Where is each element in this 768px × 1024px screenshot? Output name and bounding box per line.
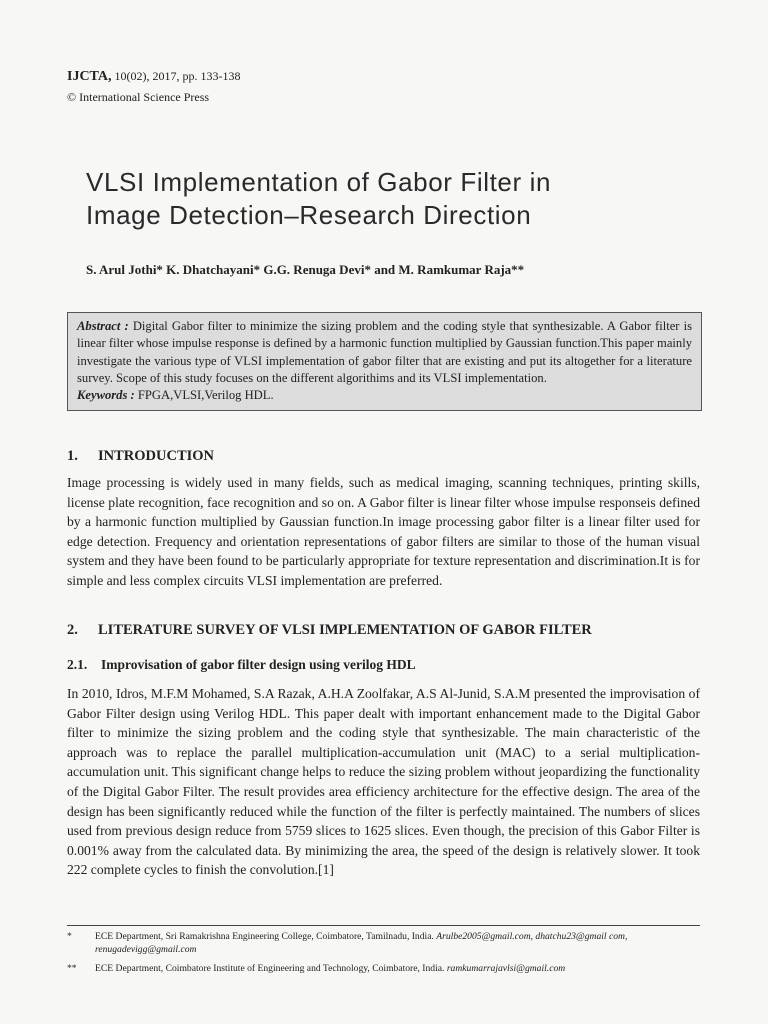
literature-paragraph: In 2010, Idros, M.F.M Mohamed, S.A Razak, A.H.A Zoolfakar, A.S Al-Junid, S.A.M presented the improvisation of Gabor Filter design using Verilog HDL. This paper dealt with important enhancement made to the Digital Gabor filter to minimize the sizing problem and the coding style that synthesizable. The main characteristic of the approach was to replace the parallel multiplication-accumulation unit (MAC) to a serial multiplication-accumulation unit. This significant change helps to reduce the sizing problem without jeopardizing the functionality of the Digital Gabor Filter. The result provides area efficiency architecture for the effective design. The area of the design has been significantly reduced while the function of the filter is perfectly maintained. The numbers of slices used from previous design reduce from 5759 slices to 1625 slices. Even though, the precision of this Gabor Filter is 0.001% away from the calculated data. By minimizing the area, the speed of the design is relatively slower. It took 222 complete cycles to finish the convolution.[1] [67,686,700,878]
footnote-affiliation: ECE Department, Coimbatore Institute of Engineering and Technology, Coimbatore, India. [95,963,445,974]
section-number: 1. [67,448,78,464]
section-title: INTRODUCTION [98,448,215,464]
footnote-mark: ** [67,963,77,974]
section-number: 2. [67,622,78,638]
author-list: S. Arul Jothi* K. Dhatchayani* G.G. Renuga Devi* and M. Ramkumar Raja** [86,262,525,277]
abstract-text: Digital Gabor filter to minimize the sizing problem and the coding style that synthesizable. A Gabor filter is linear filter whose impulse response is defined by a harmonic function multiplied by Gaussian function.This paper mainly investigate the various type of VLSI implementation of gabor filter that are existing and put its altogether for a literature survey. Scope of this study focuses on the different algorithims and its VLSI implementation. [77,319,693,385]
footnote-affiliation: ECE Department, Sri Ramakrishna Engineering College, Coimbatore, Tamilnadu, India. [95,931,434,942]
title-line-1: VLSI Implementation of Gabor Filter in [86,167,552,197]
section-heading-literature-survey [67,622,592,639]
footnote-emails: Arulbe2005@gmail.com, dhatchu23@gmail com, renugadevigg@gmail.com [95,931,628,956]
footnote-divider [67,925,700,926]
footnote-mark: * [67,931,72,942]
keywords-label: Keywords : [77,388,135,403]
keywords-text: FPGA,VLSI,Verilog HDL. [137,388,274,403]
abstract-label: Abstract : [77,319,129,333]
footnote-1 [67,930,700,956]
subsection-heading [67,657,416,673]
journal-name: IJCTA, [67,69,112,84]
title-line-2: Image Detection–Research Direction [86,200,532,230]
abstract-box [67,312,702,411]
subsection-number: 2.1. [67,657,88,672]
section-heading-introduction [67,448,214,465]
footnote-2 [67,962,700,975]
section-title: LITERATURE SURVEY OF VLSI IMPLEMENTATION OF GABOR FILTER [98,622,592,638]
journal-header [67,66,240,107]
paper-title [86,166,726,232]
copyright-line: © International Science Press [67,90,210,104]
footnote-emails: ramkumarrajavlsi@gmail.com [446,963,566,974]
introduction-paragraph: Image processing is widely used in many fields, such as medical imaging, scanning techniques, printing skills, license plate recognition, face recognition and so on. A Gabor filter is linear filter whose impulse responseis defined by a harmonic function multiplied by Gaussian function.In image processing gabor filter is a linear filter used for edge detection. Frequency and orientation representations of gabor filters are similar to those of the human visual system and they have been found to be particularly appropriate for texture representation and discrimination.It is for simple and less complex circuits VLSI implementation are preferred. [67,475,700,588]
subsection-title: Improvisation of gabor filter design using verilog HDL [101,657,416,672]
journal-citation: 10(02), 2017, pp. 133-138 [114,69,241,83]
